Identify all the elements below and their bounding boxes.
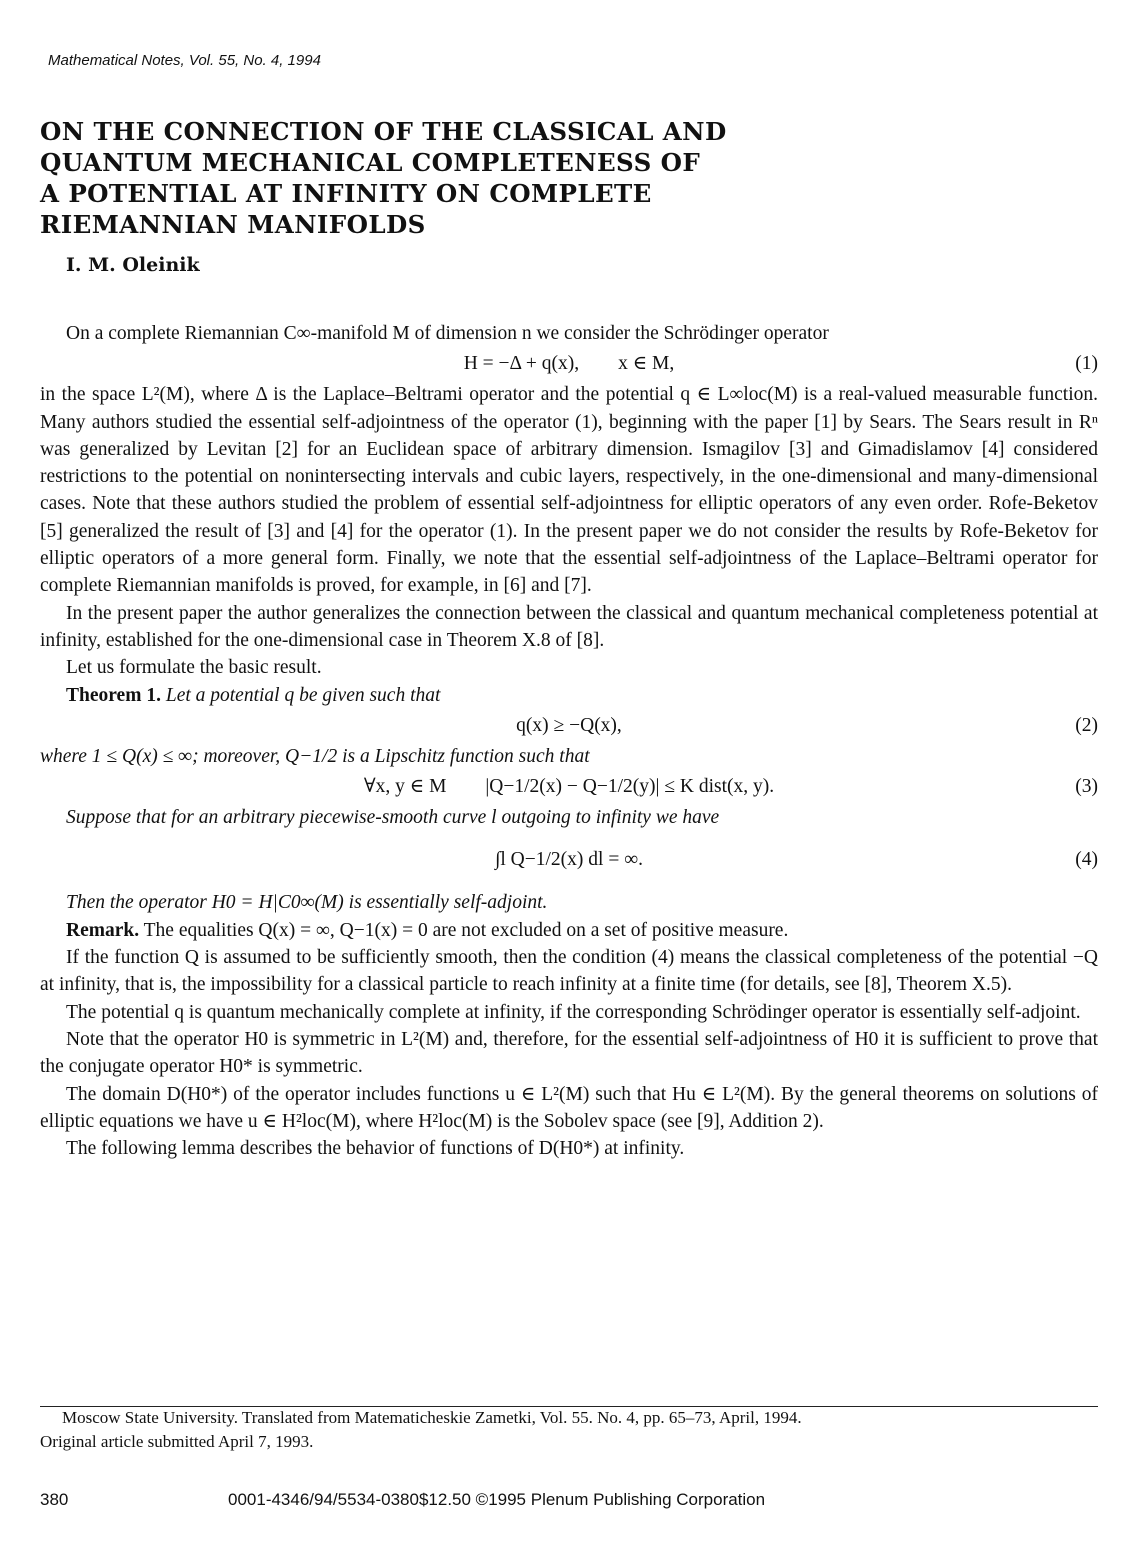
equation-number: (2) <box>1075 714 1098 736</box>
equation-number: (1) <box>1075 353 1098 375</box>
footnote <box>40 1406 1098 1454</box>
footnote-line: Moscow State University. Translated from Matematicheskie Zametki, Vol. 55. No. 4, pp. 65–73, April, 1994. <box>62 1408 802 1427</box>
paragraph: The domain D(H0*) of the operator includes functions u ∈ L²(M) such that Hu ∈ L²(M). By the general theorems on solutions of elliptic equations we have u ∈ H²loc(M), where H²loc(M) is the Sobolev space (see [9], Addition 2). <box>40 1083 1098 1132</box>
theorem-statement <box>40 682 1098 709</box>
paper-body <box>40 320 1098 1162</box>
paragraph: If the function Q is assumed to be sufficiently smooth, then the condition (4) means the classical completeness of the potential −Q at infinity, that is, the impossibility for a classical particle to reach infinity at a finite time (for details, see [8], Theorem X.5). <box>40 947 1098 996</box>
equation-number: (3) <box>1075 776 1098 798</box>
equation-3 <box>40 770 1098 804</box>
equation-text: q(x) ≥ −Q(x), <box>516 714 622 736</box>
equation-text: ∀x, y ∈ M |Q−1/2(x) − Q−1/2(y)| ≤ K dist(x, y). <box>363 776 775 798</box>
remark-text: The equalities Q(x) = ∞, Q−1(x) = 0 are not excluded on a set of positive measure. <box>143 919 789 941</box>
remark <box>40 917 1098 944</box>
journal-header: Mathematical Notes, Vol. 55, No. 4, 1994 <box>48 52 321 69</box>
equation-2 <box>40 709 1098 743</box>
title-line: RIEMANNIAN MANIFOLDS <box>40 210 426 239</box>
theorem-condition: where 1 ≤ Q(x) ≤ ∞; moreover, Q−1/2 is a Lipschitz function such that <box>40 745 590 767</box>
paragraph: Note that the operator H0 is symmetric in L²(M) and, therefore, for the essential self-adjointness of H0 it is sufficient to prove that the conjugate operator H0* is symmetric. <box>40 1028 1098 1078</box>
paragraph: Let us formulate the basic result. <box>66 657 322 679</box>
paragraph: The following lemma describes the behavior of functions of D(H0*) at infinity. <box>66 1138 685 1160</box>
paragraph: in the space L²(M), where Δ is the Laplace–Beltrami operator and the potential q ∈ L∞loc(M) is a real-valued measurable function. Many authors studied the essential self-adjointness of the operator (1), beginning with the paper [1] by Sears. The Sears result in Rⁿ was generalized by Levitan [2] for an Euclidean space of arbitrary dimension. Ismagilov [3] and Gimadislamov [4] considered restrictions to the potential on nonintersecting intervals and cubic layers, respectively, in the one-dimensional and many-dimensional cases. Note that these authors studied the problem of essential self-adjointness for elliptic operators of any even order. Rofe-Beketov [5] generalized the result of [3] and [4] for the operator (1). In the present paper we do not consider the results by Rofe-Beketov for elliptic operators of a more general form. Finally, we note that the essential self-adjointness of the Laplace–Beltrami operator for complete Riemannian manifolds is proved, for example, in [6] and [7]. <box>40 384 1098 597</box>
title-line: A POTENTIAL AT INFINITY ON COMPLETE <box>40 179 652 208</box>
intro-paragraph: On a complete Riemannian C∞-manifold M of dimension n we consider the Schrödinger operator <box>66 323 829 344</box>
theorem-hypothesis: Suppose that for an arbitrary piecewise-smooth curve l outgoing to infinity we have <box>66 807 720 829</box>
page-number: 380 <box>40 1490 69 1509</box>
paragraph: The potential q is quantum mechanically complete at infinity, if the corresponding Schrödinger operator is essentially self-adjoint. <box>66 1001 1081 1023</box>
title-line: ON THE CONNECTION OF THE CLASSICAL AND <box>40 117 727 146</box>
footnote-line: Original article submitted April 7, 1993. <box>40 1432 314 1451</box>
copyright-line: 0001-4346/94/5534-0380$12.50 ©1995 Plenum Publishing Corporation <box>228 1490 766 1509</box>
equation-1 <box>40 347 1098 381</box>
paragraph: In the present paper the author generalizes the connection between the classical and quantum mechanical completeness potential at infinity, established for the one-dimensional case in Theorem X.8 of [8]. <box>40 602 1098 651</box>
theorem-label: Theorem 1. <box>66 684 161 706</box>
equation-text: ∫l Q−1/2(x) dl = ∞. <box>495 849 643 871</box>
author-name: I. M. Oleinik <box>66 254 200 276</box>
theorem-conclusion: Then the operator H0 = H|C0∞(M) is essentially self-adjoint. <box>66 892 548 914</box>
paper-title <box>40 116 727 240</box>
equation-text: H = −Δ + q(x), x ∈ M, <box>463 353 675 375</box>
remark-label: Remark. <box>66 919 140 941</box>
theorem-text: Let a potential q be given such that <box>165 684 441 706</box>
equation-4 <box>40 831 1098 889</box>
equation-number: (4) <box>1075 849 1098 871</box>
title-line: QUANTUM MECHANICAL COMPLETENESS OF <box>40 148 701 177</box>
